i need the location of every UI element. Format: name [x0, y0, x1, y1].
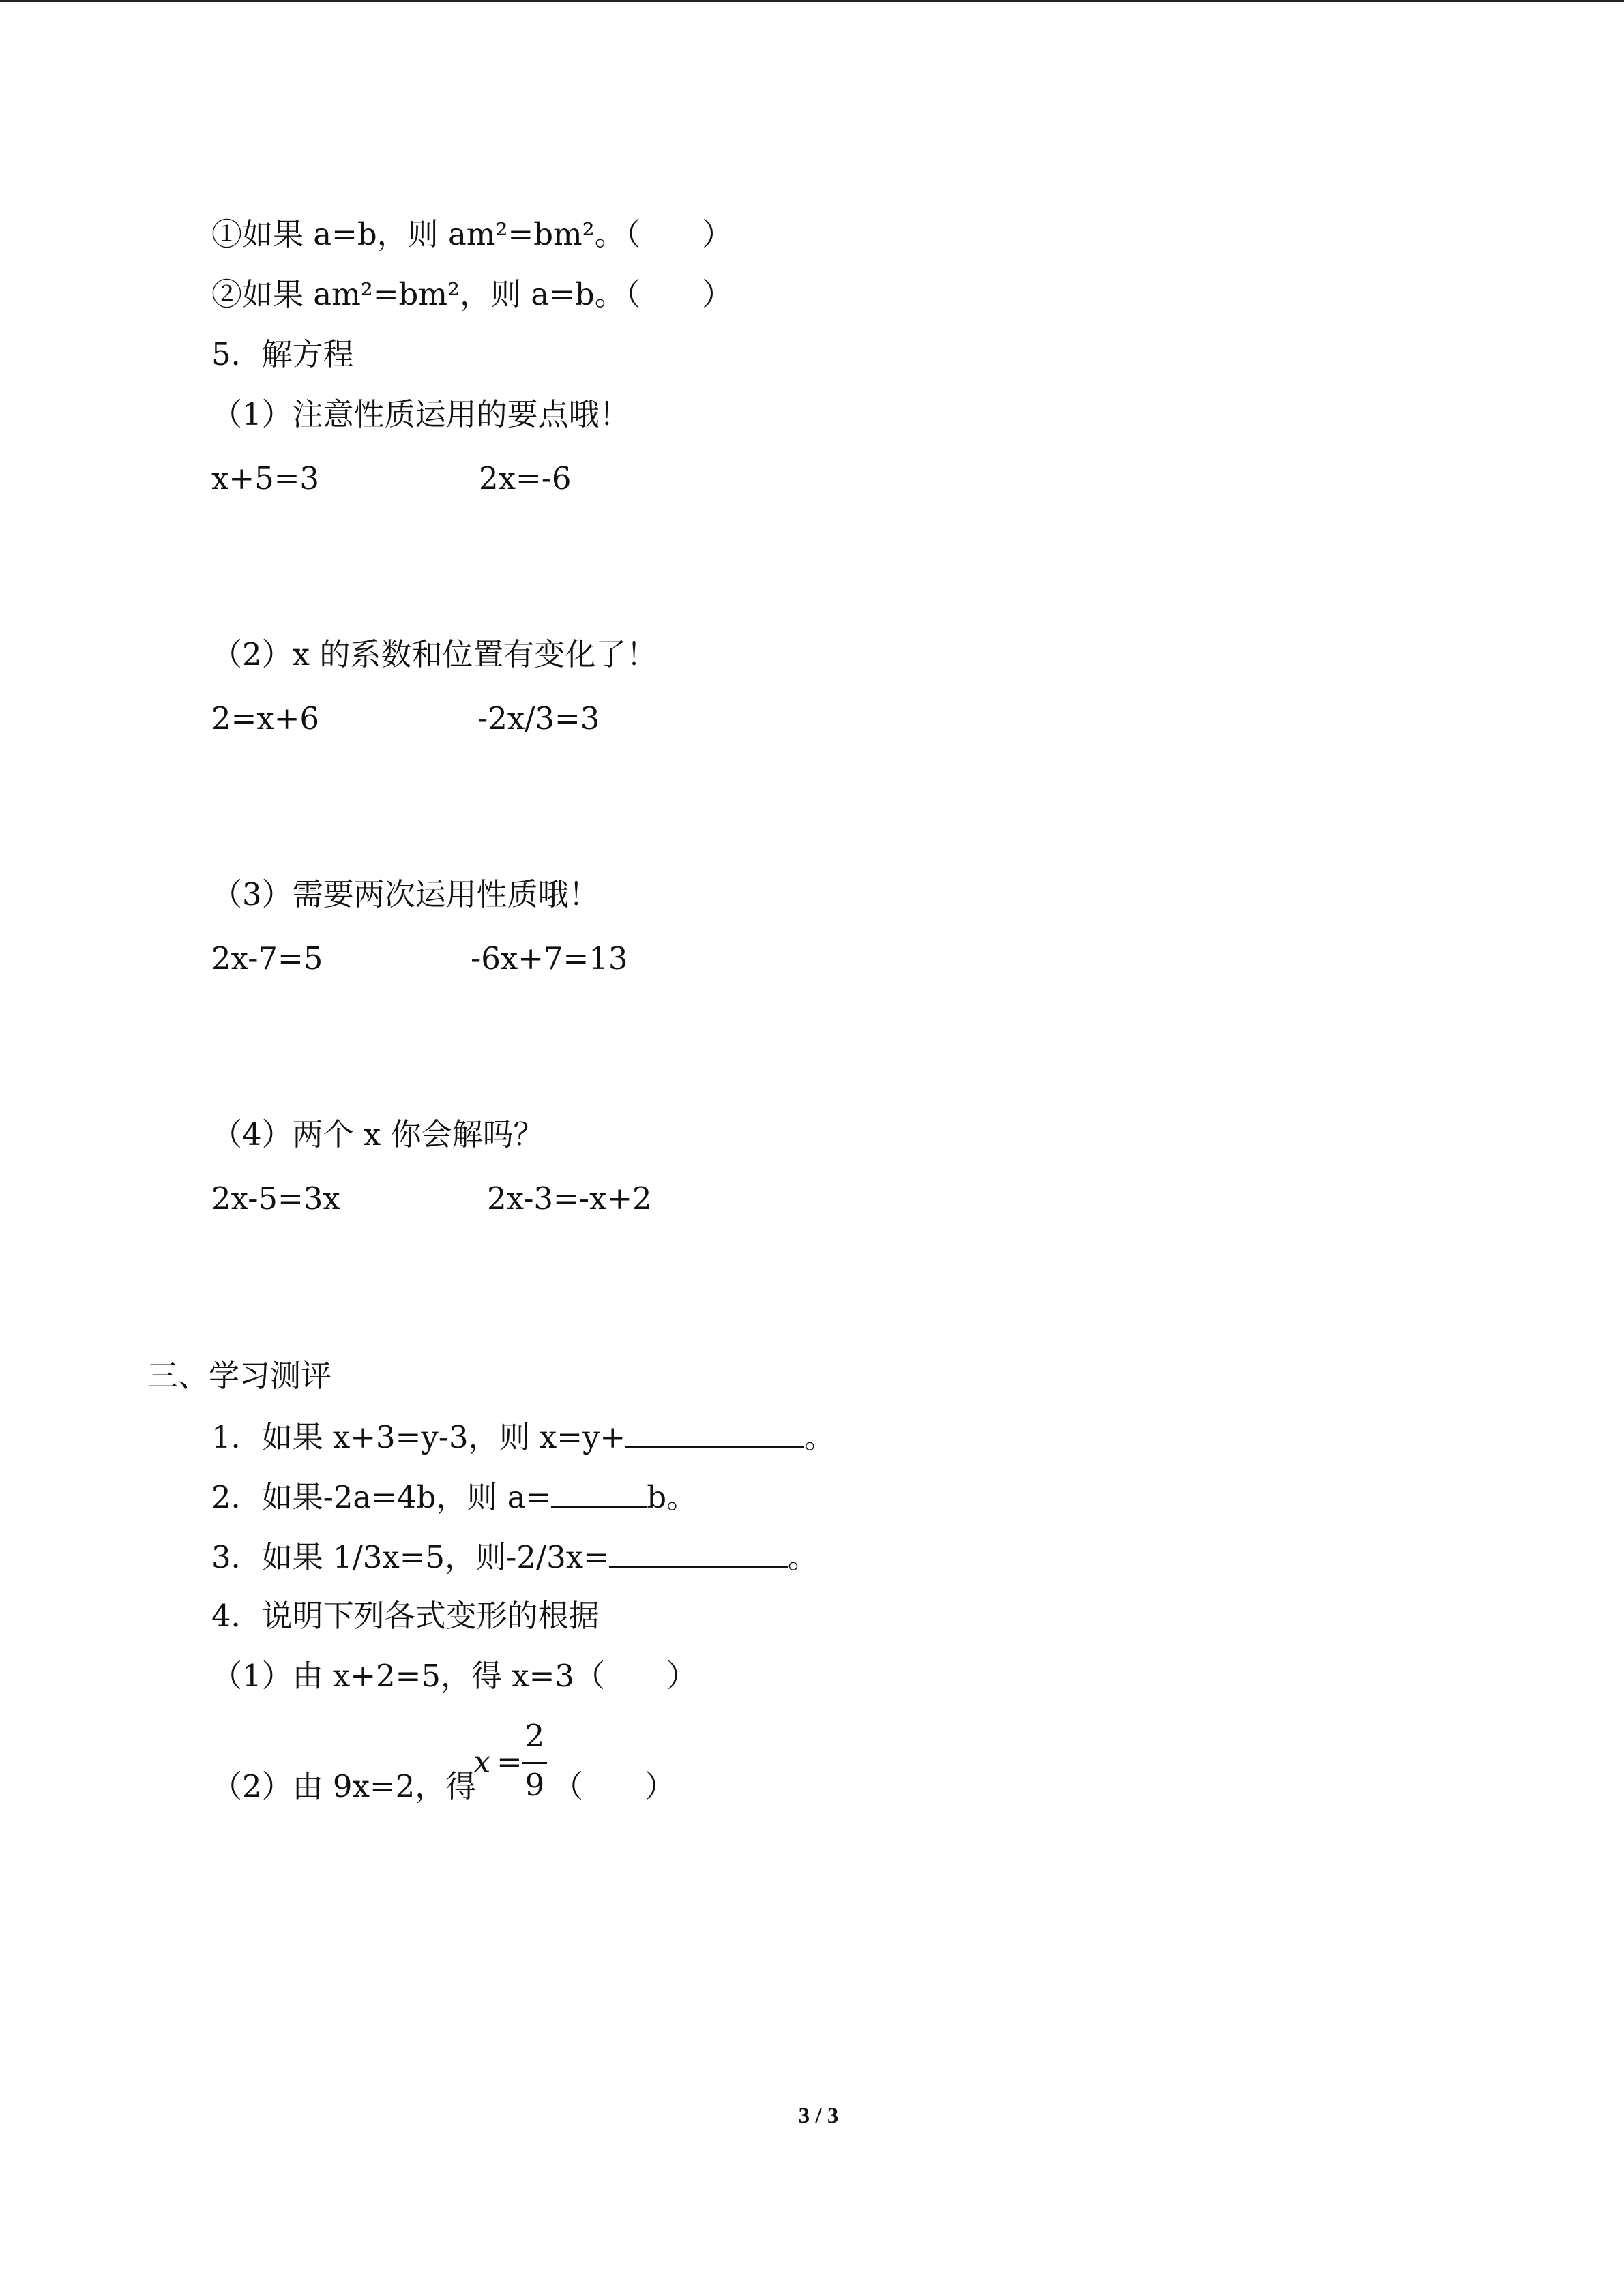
- part-1-hint: （1）注意性质运用的要点哦！: [211, 396, 630, 432]
- part-4-hint: （4）两个 x 你会解吗？: [211, 1116, 544, 1152]
- fraction-expression: [473, 1716, 552, 1804]
- test-question-2-end: b。: [647, 1479, 698, 1515]
- test-question-3-text: 3．如果 1/3x=5，则-2/3x=: [211, 1539, 609, 1575]
- test-question-4-part-2-answer: （ ）: [552, 1768, 676, 1804]
- test-question-4-title: 4．说明下列各式变形的根据: [211, 1598, 600, 1634]
- part-1-equation-a: x+5=3: [211, 460, 320, 496]
- question-4-statement-1: ①如果 a=b，则 am²=bm²。（ ）: [211, 216, 733, 252]
- part-3-equation-a: 2x-7=5: [211, 940, 323, 976]
- test-question-2-text: 2．如果-2a=4b，则 a=: [211, 1479, 552, 1515]
- part-3-equation-b: -6x+7=13: [471, 940, 628, 976]
- part-4-equation-a: 2x-5=3x: [211, 1180, 340, 1217]
- part-2-equation-a: 2=x+6: [211, 700, 320, 736]
- fraction-variable: x: [473, 1744, 491, 1780]
- answer-blank-2[interactable]: [551, 1476, 647, 1508]
- part-1-equation-b: 2x=-6: [479, 460, 572, 496]
- fraction-numerator: 2: [525, 1718, 545, 1754]
- test-question-3: [211, 1536, 818, 1578]
- test-question-1: [211, 1416, 835, 1458]
- fraction-denominator: 9: [525, 1767, 545, 1803]
- page-top-border: [0, 0, 1624, 2]
- part-2-equation-b: -2x/3=3: [477, 700, 600, 736]
- question-4-statement-2: ②如果 am²=bm²，则 a=b。（ ）: [211, 276, 733, 312]
- question-5-title: 5．解方程: [211, 336, 354, 372]
- part-2-hint: （2）x 的系数和位置有变化了！: [211, 636, 658, 672]
- section-3-title: 三、学习测评: [147, 1358, 332, 1394]
- test-question-3-end: 。: [787, 1539, 818, 1575]
- test-question-2: [211, 1476, 697, 1518]
- fraction-equals: =: [497, 1744, 522, 1780]
- page-number: 3 / 3: [798, 2104, 839, 2128]
- answer-blank-1[interactable]: [625, 1416, 804, 1448]
- part-4-equation-b: 2x-3=-x+2: [487, 1180, 652, 1217]
- part-3-hint: （3）需要两次运用性质哦！: [211, 876, 600, 912]
- test-question-1-end: 。: [804, 1419, 836, 1455]
- fraction-bar: [522, 1762, 547, 1764]
- test-question-4-part-1: （1）由 x+2=5，得 x=3（ ）: [211, 1658, 698, 1694]
- test-question-1-text: 1．如果 x+3=y-3，则 x=y+: [211, 1419, 626, 1455]
- answer-blank-3[interactable]: [609, 1536, 788, 1568]
- test-question-4-part-2-text: （2）由 9x=2，得: [211, 1768, 477, 1804]
